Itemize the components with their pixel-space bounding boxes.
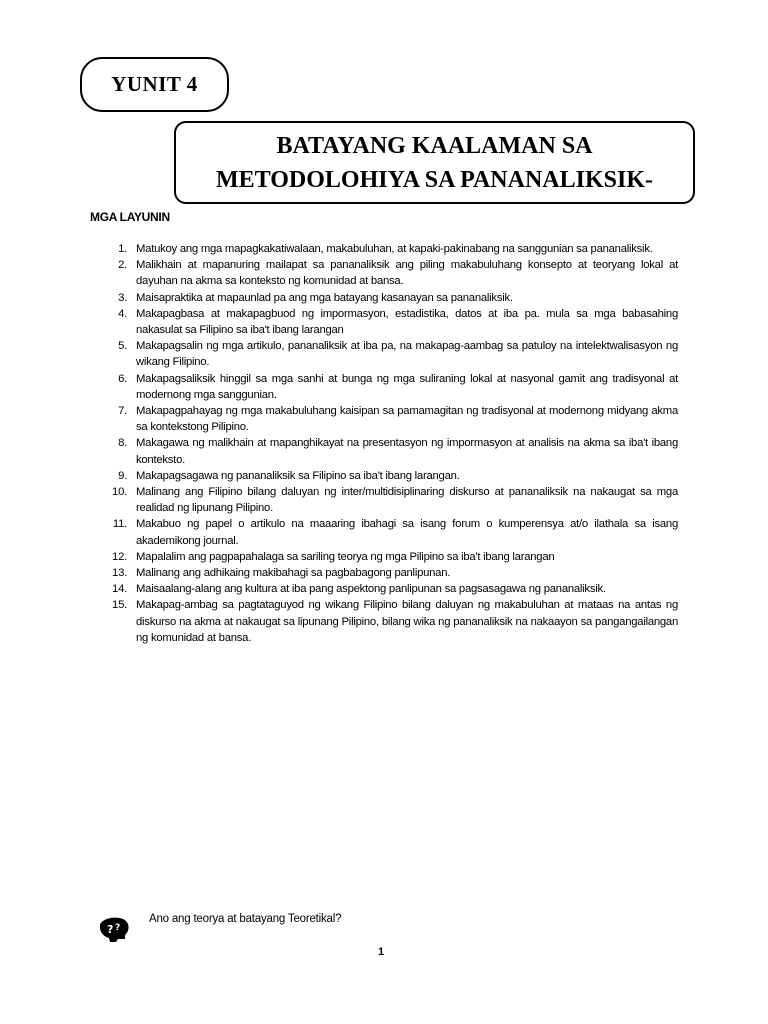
- list-item: [90, 468, 678, 484]
- item-number: 8.: [118, 437, 127, 450]
- list-item: [90, 306, 678, 338]
- item-text: Makabuo ng papel o artikulo na maaaring ibahagi sa isang forum o kumperensya at/o ilathala sa isang akademikong journal.: [136, 518, 678, 547]
- item-number: 4.: [118, 307, 127, 320]
- title-box: [174, 121, 695, 204]
- item-text: Makapagbasa at makapagbuod ng impormasyon, estadistika, datos at iba pa. mula sa mga babasahing nakasulat sa Filipino sa iba't ibang larangan: [136, 307, 678, 337]
- list-item: [90, 484, 678, 516]
- item-number: 1.: [118, 243, 127, 255]
- item-text: Makapagsaliksik hinggil sa mga sanhi at bunga ng mga suliraning lokal at nasyonal gamit ang tradisyonal at modernong mga sanggunian.: [136, 372, 678, 401]
- item-text: Makapag-ambag sa pagtataguyod ng wikang Filipino bilang daluyan ng makabuluhan at mataas na antas ng diskurso na akma at nakaugat sa lipunang Pilipino, bilang wika ng pananaliksik na nakaayon sa pangangailangan ng komunidad at bansa.: [136, 599, 678, 644]
- list-item: [90, 516, 678, 548]
- item-number: 10.: [112, 486, 127, 499]
- question-text: Ano ang teorya at batayang Teoretikal?: [149, 913, 342, 925]
- item-number: 13.: [112, 567, 127, 580]
- list-item: [90, 241, 678, 257]
- item-text: Makapagsalin ng mga artikulo, pananaliksik at iba pa, na makapag-aambag sa patuloy na intelektwalisasyon ng wikang Filipino.: [136, 340, 678, 369]
- item-number: 11.: [112, 518, 127, 531]
- list-item: [90, 549, 678, 565]
- list-item: [90, 338, 678, 370]
- list-item: [90, 581, 678, 597]
- item-text: Malinang ang Filipino bilang daluyan ng inter/multidisiplinaring diskurso at pananaliksik na nakaugat sa mga realidad ng lipunang Pilipino.: [136, 486, 678, 515]
- item-text: Makapagpahayag ng mga makabuluhang kaisipan sa pamamagitan ng tradisyonal at modernong midyang akma sa kontekstong Pilipino.: [136, 405, 678, 434]
- item-text: Malikhain at mapanuring mailapat sa pananaliksik ang piling makabuluhang konsepto at teoryang lokal at dayuhan na akma sa konteksto ng komunidad at bansa.: [136, 259, 678, 288]
- list-item: [90, 435, 678, 467]
- item-number: 3.: [118, 291, 127, 304]
- list-item: [90, 403, 678, 435]
- svg-text:?: ?: [107, 923, 114, 936]
- objectives-list: [90, 241, 678, 646]
- title-line-2: METODOLOHIYA SA PANANALIKSIK-: [216, 166, 653, 193]
- list-item: [90, 290, 678, 306]
- item-text: Makapagsagawa ng pananaliksik sa Filipino sa iba't ibang larangan.: [136, 469, 460, 482]
- item-number: 2.: [118, 259, 127, 272]
- item-number: 12.: [112, 550, 127, 563]
- svg-text:?: ?: [115, 923, 121, 933]
- item-number: 6.: [118, 372, 127, 385]
- item-number: 15.: [112, 599, 127, 612]
- item-number: 7.: [118, 405, 127, 418]
- list-item: [90, 371, 678, 403]
- list-item: [90, 257, 678, 289]
- list-item: [90, 597, 678, 646]
- objectives-heading: MGA LAYUNIN: [90, 210, 170, 224]
- item-text: Makagawa ng malikhain at mapanghikayat na presentasyon ng impormasyon at analisis na akma sa iba't ibang konteksto.: [136, 437, 678, 466]
- item-text: Matukoy ang mga mapagkakatiwalaan, makabuluhan, at kapaki-pakinabang na sanggunian sa pananaliksik.: [136, 243, 653, 255]
- item-text: Malinang ang adhikaing makibahagi sa pagbabagong panlipunan.: [136, 567, 451, 580]
- item-number: 5.: [118, 340, 127, 353]
- item-text: Maisaalang-alang ang kultura at iba pang aspektong panlipunan sa pagsasagawa ng pananaliksik.: [136, 583, 606, 596]
- title-line-1: BATAYANG KAALAMAN SA: [276, 132, 593, 159]
- item-number: 9.: [118, 469, 127, 482]
- item-text: Mapalalim ang pagpapahalaga sa sariling teorya ng mga Pilipino sa iba't ibang larangan: [136, 550, 555, 563]
- unit-label: YUNIT 4: [111, 72, 198, 96]
- list-item: [90, 565, 678, 581]
- page-number: 1: [378, 946, 385, 958]
- item-text: Maisapraktika at mapaunlad pa ang mga batayang kasanayan sa pananaliksik.: [136, 291, 513, 304]
- question-head-icon: [96, 915, 132, 943]
- unit-label-box: [80, 57, 229, 112]
- item-number: 14.: [112, 583, 127, 596]
